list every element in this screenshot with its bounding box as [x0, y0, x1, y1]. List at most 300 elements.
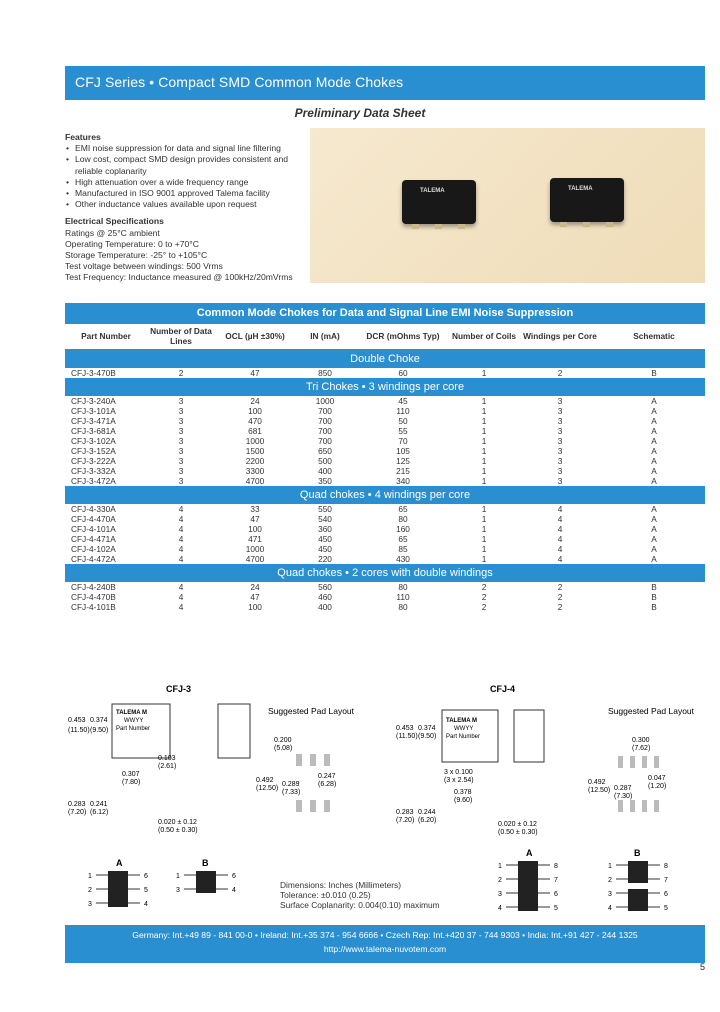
- table-cell: 400: [318, 466, 332, 476]
- dim-text: 0.283: [396, 809, 414, 816]
- table-cell: 24: [250, 396, 260, 406]
- table-cell: A: [651, 466, 657, 476]
- cfj4-title: CFJ-4: [490, 684, 516, 694]
- table-cell: CFJ-4-330A: [71, 504, 116, 514]
- cfj4-side: [514, 710, 544, 762]
- table-cell: 3: [178, 426, 184, 436]
- dimension-notes: [280, 880, 440, 910]
- dim-text: (11.50): [396, 733, 418, 740]
- note-line: Surface Coplanarity: 0.004(0.10) maximum: [280, 900, 440, 910]
- table-cell: CFJ-4-240B: [71, 582, 116, 592]
- table-cell: A: [651, 456, 657, 466]
- note-line: Tolerance: ±0.010 (0.25): [280, 890, 371, 900]
- spec-line: Test voltage between windings: 500 Vrms: [65, 261, 223, 272]
- table-cell: 1: [481, 416, 487, 426]
- table-row: [65, 396, 705, 406]
- table-cell: 3: [557, 426, 563, 436]
- pin-label: 3: [608, 891, 612, 898]
- table-cell: 1: [481, 514, 487, 524]
- features-heading: Features: [65, 132, 101, 142]
- pad-dim: (6.28): [318, 781, 337, 788]
- box-text: TALEMA M: [446, 718, 477, 724]
- table-cell: 65: [398, 534, 408, 544]
- pin-label: 1: [88, 873, 92, 880]
- table-cell: 60: [398, 368, 408, 378]
- pin-label: 8: [554, 863, 558, 870]
- table-cell: 1: [481, 554, 487, 564]
- table-cell: 1: [481, 534, 487, 544]
- table-cell: A: [651, 426, 657, 436]
- table-cell: 3: [557, 456, 563, 466]
- col-header: DCR (mOhms Typ): [366, 330, 440, 341]
- chokes-table: [65, 303, 705, 612]
- pin-label: 1: [498, 863, 502, 870]
- dim-text: 0.378: [454, 789, 472, 796]
- pin-label: 5: [144, 887, 148, 894]
- dim-text: (6.12): [90, 809, 109, 816]
- pin-label: 6: [144, 873, 148, 880]
- box-text: WWYY: [124, 718, 144, 724]
- table-cell: 560: [318, 582, 332, 592]
- table-cell: 1: [481, 466, 487, 476]
- table-cell: 100: [248, 524, 262, 534]
- table-cell: 1000: [315, 396, 335, 406]
- table-cell: A: [651, 534, 657, 544]
- pin-label: 2: [498, 877, 502, 884]
- table-cell: 4: [178, 504, 184, 514]
- table-cell: CFJ-4-471A: [71, 534, 116, 544]
- dim-text: (7.20): [396, 817, 415, 824]
- table-cell: 2: [481, 602, 487, 612]
- pin-label: 2: [88, 887, 92, 894]
- table-cell: 2: [557, 602, 563, 612]
- table-cell: A: [651, 396, 657, 406]
- table-cell: A: [651, 514, 657, 524]
- dim-text: (7.80): [122, 779, 141, 786]
- col-header: Number of Data Lines: [150, 326, 212, 346]
- spec-line: Storage Temperature: -25° to +105°C: [65, 250, 208, 261]
- dim-text: 3 x 0.100: [444, 769, 473, 776]
- table-cell: 2: [557, 582, 563, 592]
- spec-line: Test Frequency: Inductance measured @ 100kHz/20mVrms: [65, 272, 293, 283]
- table-section-header: Quad chokes • 2 cores with double windings: [65, 564, 705, 582]
- table-cell: 3: [557, 436, 563, 446]
- chip-label: TALEMA: [568, 186, 593, 192]
- table-cell: 4: [178, 554, 184, 564]
- table-cell: 4: [178, 544, 184, 554]
- table-cell: 4: [178, 514, 184, 524]
- pad-dim: 0.492: [256, 777, 274, 784]
- table-cell: 3: [178, 416, 184, 426]
- table-cell: 650: [318, 446, 332, 456]
- table-cell: 3: [557, 466, 563, 476]
- table-cell: 47: [250, 592, 260, 602]
- feature-item: • EMI noise suppression for data and signal line filtering: [75, 143, 305, 154]
- cfj3-side: [218, 704, 250, 758]
- table-cell: 350: [318, 476, 332, 486]
- pad-dim: (7.62): [632, 745, 651, 752]
- table-cell: CFJ-3-470B: [71, 368, 116, 378]
- core-block: [518, 861, 538, 911]
- table-cell: CFJ-3-472A: [71, 476, 116, 486]
- table-cell: 65: [398, 504, 408, 514]
- table-cell: A: [651, 524, 657, 534]
- table-cell: A: [651, 406, 657, 416]
- schematics-cfj4: [496, 846, 676, 918]
- table-cell: 70: [398, 436, 408, 446]
- pin-label: 6: [664, 891, 668, 898]
- table-cell: 460: [318, 592, 332, 602]
- table-cell: A: [651, 416, 657, 426]
- table-cell: 550: [318, 504, 332, 514]
- dim-text: 0.374: [90, 717, 108, 724]
- table-cell: 110: [396, 406, 410, 416]
- table-cell: 100: [248, 602, 262, 612]
- contact-footer: [65, 925, 705, 963]
- table-cell: 1500: [245, 446, 265, 456]
- dim-text: (0.50 ± 0.30): [498, 829, 538, 836]
- table-cell: 55: [398, 426, 408, 436]
- pad-title: Suggested Pad Layout: [268, 706, 355, 716]
- table-row: [65, 466, 705, 476]
- product-photo: [310, 128, 705, 283]
- pin-label: 2: [608, 877, 612, 884]
- table-cell: 2: [481, 592, 487, 602]
- table-cell: 450: [318, 544, 332, 554]
- table-cell: 4: [557, 544, 563, 554]
- pin-label: 5: [664, 905, 668, 912]
- table-cell: 3: [178, 406, 184, 416]
- table-row: [65, 436, 705, 446]
- table-row: [65, 582, 705, 592]
- table-cell: 33: [250, 504, 260, 514]
- table-row: [65, 544, 705, 554]
- dim-text: 0.453: [396, 725, 414, 732]
- table-row: [65, 368, 705, 378]
- dim-text: 0.283: [68, 801, 86, 808]
- spec-line: Operating Temperature: 0 to +70°C: [65, 238, 199, 249]
- table-cell: A: [651, 504, 657, 514]
- schematics-cfj3: [86, 856, 266, 916]
- pin-label: 3: [498, 891, 502, 898]
- dim-text: (2.61): [158, 763, 177, 770]
- table-cell: 1: [481, 406, 487, 416]
- pin-label: 3: [176, 887, 180, 894]
- table-cell: 3: [178, 446, 184, 456]
- table-cell: 2: [557, 592, 563, 602]
- cfj4-drawing: [392, 682, 695, 836]
- pin-label: 4: [232, 887, 236, 894]
- box-text: WWYY: [454, 726, 474, 732]
- dim-text: 0.244: [418, 809, 436, 816]
- table-cell: 1: [481, 544, 487, 554]
- table-row: [65, 602, 705, 612]
- dim-text: 0.103: [158, 755, 176, 762]
- table-cell: 80: [398, 514, 408, 524]
- table-cell: 3: [557, 416, 563, 426]
- table-cell: 3: [557, 446, 563, 456]
- table-cell: 3: [178, 396, 184, 406]
- table-row: [65, 504, 705, 514]
- schem-label: A: [116, 858, 123, 868]
- table-cell: B: [651, 582, 657, 592]
- table-cell: 3: [557, 406, 563, 416]
- table-cell: 540: [318, 514, 332, 524]
- dim-text: (9.50): [418, 733, 437, 740]
- table-cell: 45: [398, 396, 408, 406]
- table-cell: 3: [178, 456, 184, 466]
- table-cell: CFJ-4-472A: [71, 554, 116, 564]
- col-header: OCL (µH ±30%): [225, 330, 285, 341]
- table-cell: 4700: [245, 554, 265, 564]
- table-cell: CFJ-3-101A: [71, 406, 116, 416]
- table-cell: 4: [557, 524, 563, 534]
- table-cell: 3: [178, 466, 184, 476]
- table-row: [65, 592, 705, 602]
- table-cell: CFJ-4-101B: [71, 602, 116, 612]
- table-row: [65, 554, 705, 564]
- table-cell: 1: [481, 504, 487, 514]
- pin-label: 6: [232, 873, 236, 880]
- table-cell: 450: [318, 534, 332, 544]
- table-cell: 3: [178, 436, 184, 446]
- table-cell: 160: [396, 524, 410, 534]
- table-cell: 215: [396, 466, 410, 476]
- page-number: 5: [699, 962, 705, 972]
- table-cell: 1: [481, 446, 487, 456]
- table-cell: 4: [178, 602, 184, 612]
- pin-label: 5: [554, 905, 558, 912]
- dim-text: (0.50 ± 0.30): [158, 827, 198, 834]
- box-text: TALEMA M: [116, 710, 147, 716]
- table-cell: 1: [481, 456, 487, 466]
- feature-item: • Other inductance values available upon request: [75, 199, 305, 210]
- table-section-header: Double Choke: [65, 350, 705, 368]
- table-cell: CFJ-3-332A: [71, 466, 116, 476]
- table-row: [65, 476, 705, 486]
- table-cell: B: [651, 602, 657, 612]
- table-cell: 47: [250, 368, 260, 378]
- electrical-heading: Electrical Specifications: [65, 216, 164, 227]
- table-cell: 80: [398, 602, 408, 612]
- dim-text: 0.020 ± 0.12: [498, 821, 537, 828]
- table-cell: 471: [248, 534, 262, 544]
- table-cell: 4: [178, 524, 184, 534]
- table-body: [65, 350, 705, 612]
- table-cell: 4: [178, 582, 184, 592]
- pad-dim: (12.50): [588, 787, 611, 794]
- table-cell: 1000: [245, 544, 265, 554]
- dim-text: (6.20): [418, 817, 437, 824]
- table-cell: 700: [318, 436, 332, 446]
- table-row: [65, 446, 705, 456]
- dim-text: (9.50): [90, 727, 109, 734]
- table-cell: 220: [318, 554, 332, 564]
- features-block: [65, 132, 305, 284]
- col-header: Number of Coils: [451, 330, 517, 341]
- table-cell: CFJ-4-470A: [71, 514, 116, 524]
- chip-image: [402, 180, 476, 224]
- pin-label: 4: [498, 905, 502, 912]
- table-cell: CFJ-4-470B: [71, 592, 116, 602]
- schem-label: A: [526, 848, 533, 858]
- table-cell: A: [651, 476, 657, 486]
- col-header: Part Number: [81, 330, 131, 341]
- table-cell: 681: [248, 426, 262, 436]
- schem-label: B: [634, 848, 641, 858]
- table-section-header: Quad chokes • 4 windings per core: [65, 486, 705, 504]
- features-list: [65, 143, 305, 210]
- table-cell: 340: [396, 476, 410, 486]
- core-block: [108, 871, 128, 907]
- table-cell: 3300: [245, 466, 265, 476]
- table-row: [65, 416, 705, 426]
- table-cell: CFJ-3-102A: [71, 436, 116, 446]
- table-cell: 50: [398, 416, 408, 426]
- core-block: [628, 889, 648, 911]
- table-cell: A: [651, 446, 657, 456]
- table-cell: 105: [396, 446, 410, 456]
- table-cell: 24: [250, 582, 260, 592]
- pin-label: 4: [608, 905, 612, 912]
- dim-text: (11.50): [68, 727, 90, 734]
- table-cell: 4700: [245, 476, 265, 486]
- table-cell: B: [651, 592, 657, 602]
- pad-dim: (7.33): [282, 789, 301, 796]
- pin-label: 3: [88, 901, 92, 908]
- table-section-header: Tri Chokes • 3 windings per core: [65, 378, 705, 396]
- table-cell: A: [651, 544, 657, 554]
- electrical-specs: [65, 216, 305, 283]
- table-cell: 3: [178, 476, 184, 486]
- pad-dim: 0.300: [632, 737, 650, 744]
- table-cell: 2: [557, 368, 563, 378]
- table-cell: CFJ-3-471A: [71, 416, 116, 426]
- table-header: [65, 324, 705, 350]
- footer-url[interactable]: http://www.talema-nuvotem.com: [323, 944, 447, 954]
- table-cell: 2: [178, 368, 184, 378]
- table-cell: 1: [481, 426, 487, 436]
- pad-dim: 0.200: [274, 737, 292, 744]
- page-subtitle: Preliminary Data Sheet: [294, 106, 426, 120]
- pad-dim: (12.50): [256, 785, 279, 792]
- col-header: IN (mA): [310, 330, 340, 341]
- table-cell: 4: [557, 504, 563, 514]
- dim-text: 0.241: [90, 801, 108, 808]
- table-cell: A: [651, 554, 657, 564]
- dim-text: 0.453: [68, 717, 86, 724]
- table-cell: 1: [481, 524, 487, 534]
- footer-contacts: Germany: Int.+49 89 - 841 00-0 • Ireland: Int.+35 374 - 954 6666 • Czech Rep: Int.+420 37 - 744 9303 • India: Int.+91 427 - 244 1325: [132, 930, 638, 940]
- table-cell: 2: [481, 582, 487, 592]
- table-cell: 400: [318, 602, 332, 612]
- table-cell: 3: [557, 396, 563, 406]
- table-cell: CFJ-3-681A: [71, 426, 116, 436]
- table-cell: CFJ-4-101A: [71, 524, 116, 534]
- table-cell: 1: [481, 396, 487, 406]
- table-cell: 850: [318, 368, 332, 378]
- table-cell: B: [651, 368, 657, 378]
- feature-item: • High attenuation over a wide frequency range: [75, 177, 305, 188]
- table-cell: 110: [396, 592, 410, 602]
- table-cell: 4: [557, 554, 563, 564]
- table-cell: 4: [557, 534, 563, 544]
- table-cell: CFJ-3-222A: [71, 456, 116, 466]
- schem-label: B: [202, 858, 209, 868]
- table-cell: 125: [396, 456, 410, 466]
- pad-dim: (7.30): [614, 793, 633, 800]
- feature-item: • Manufactured in ISO 9001 approved Talema facility: [75, 188, 305, 199]
- table-cell: 4: [178, 534, 184, 544]
- box-text: Part Number: [446, 734, 481, 740]
- col-header: Windings per Core: [523, 330, 597, 341]
- table-row: [65, 534, 705, 544]
- table-cell: 2200: [245, 456, 265, 466]
- table-cell: 100: [248, 406, 262, 416]
- table-cell: 1: [481, 476, 487, 486]
- table-cell: CFJ-3-240A: [71, 396, 116, 406]
- table-cell: A: [651, 436, 657, 446]
- col-header: Schematic: [633, 330, 675, 341]
- table-row: [65, 524, 705, 534]
- table-cell: CFJ-4-102A: [71, 544, 116, 554]
- table-row: [65, 514, 705, 524]
- feature-item: • Low cost, compact SMD design provides consistent and reliable coplanarity: [75, 154, 305, 176]
- dim-text: (7.20): [68, 809, 87, 816]
- table-cell: 500: [318, 456, 332, 466]
- table-cell: 85: [398, 544, 408, 554]
- table-cell: 430: [396, 554, 410, 564]
- table-row: [65, 456, 705, 466]
- pad-dim: 0.492: [588, 779, 606, 786]
- pin-label: 7: [554, 877, 558, 884]
- cfj3-drawing: [60, 682, 355, 834]
- dim-text: (3 x 2.54): [444, 777, 474, 784]
- pad-dim: 0.247: [318, 773, 336, 780]
- note-line: Dimensions: Inches (Millimeters): [280, 880, 401, 890]
- pin-label: 8: [664, 863, 668, 870]
- pin-label: 4: [144, 901, 148, 908]
- dim-text: 0.307: [122, 771, 140, 778]
- cfj3-title: CFJ-3: [166, 684, 192, 694]
- table-cell: 700: [318, 406, 332, 416]
- dim-text: 0.374: [418, 725, 436, 732]
- pin-label: 7: [664, 877, 668, 884]
- pad-dim: (5.08): [274, 745, 293, 752]
- page-title: CFJ Series • Compact SMD Common Mode Chokes: [75, 74, 404, 90]
- table-cell: 470: [248, 416, 262, 426]
- pad-dim: (1.20): [648, 783, 667, 790]
- table-row: [65, 406, 705, 416]
- table-cell: 4: [557, 514, 563, 524]
- table-cell: CFJ-3-152A: [71, 446, 116, 456]
- table-row: [65, 426, 705, 436]
- spec-line: Ratings @ 25°C ambient: [65, 227, 160, 238]
- table-cell: 4: [178, 592, 184, 602]
- table-cell: 3: [557, 476, 563, 486]
- table-cell: 80: [398, 582, 408, 592]
- table-cell: 360: [318, 524, 332, 534]
- dim-text: 0.020 ± 0.12: [158, 819, 197, 826]
- pad-dim: 0.289: [282, 781, 300, 788]
- pin-label: 1: [608, 863, 612, 870]
- table-title: Common Mode Chokes for Data and Signal Line EMI Noise Suppression: [65, 303, 705, 324]
- table-cell: 700: [318, 426, 332, 436]
- table-cell: 1: [481, 368, 487, 378]
- table-cell: 1: [481, 436, 487, 446]
- table-cell: 47: [250, 514, 260, 524]
- table-cell: 700: [318, 416, 332, 426]
